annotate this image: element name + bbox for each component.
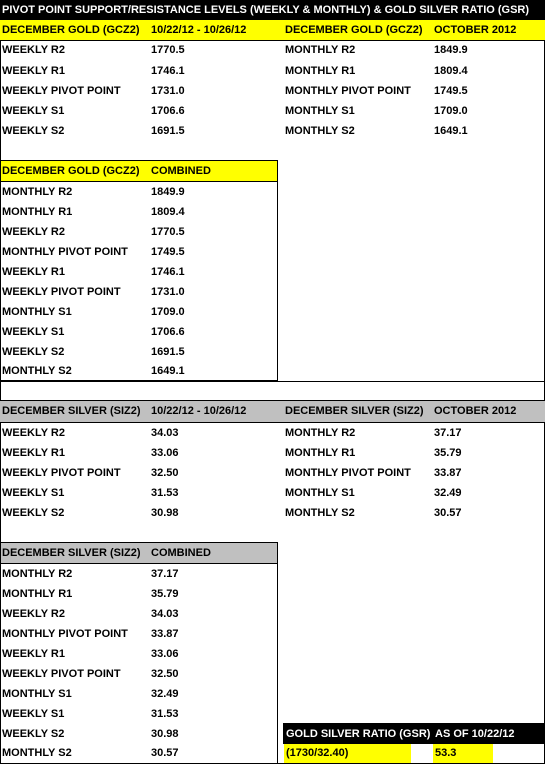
silver-monthly-header-name: DECEMBER SILVER (SIZ2) [285,405,424,417]
silver-monthly-value: 32.49 [434,487,462,499]
gold-combined-value: 1649.1 [151,365,185,377]
gold-monthly-value: 1749.5 [434,85,468,97]
silver-combined-value: 34.03 [151,608,179,620]
silver-combined-label: MONTHLY PIVOT POINT [2,628,128,640]
gold-combined-value: 1749.5 [151,246,185,258]
gold-weekly-label: WEEKLY R2 [2,44,65,56]
page-title: PIVOT POINT SUPPORT/RESISTANCE LEVELS (WEEKLY & MONTHLY) & GOLD SILVER RATIO (GSR) [0,0,545,20]
silver-combined-value: 37.17 [151,568,179,580]
gold-weekly-label: WEEKLY S1 [2,105,65,117]
silver-combined-value: 33.06 [151,648,179,660]
gold-weekly-label: WEEKLY R1 [2,65,65,77]
silver-combined-label: WEEKLY PIVOT POINT [2,668,121,680]
gold-monthly-label: MONTHLY R2 [285,44,356,56]
gold-combined-label: WEEKLY S1 [2,326,65,338]
silver-monthly-label: MONTHLY PIVOT POINT [285,467,411,479]
silver-combined-label: WEEKLY R1 [2,648,65,660]
gsr-value: 53.3 [435,747,457,759]
silver-monthly-label: MONTHLY R2 [285,427,356,439]
gold-combined-value: 1691.5 [151,346,185,358]
gsr-formula: (1730/32.40) [286,747,349,759]
gold-combined-header-period: COMBINED [151,165,211,177]
silver-combined-value: 30.98 [151,728,179,740]
silver-combined-label: WEEKLY S1 [2,708,65,720]
silver-weekly-label: WEEKLY PIVOT POINT [2,467,121,479]
gold-monthly-label: MONTHLY S1 [285,105,355,117]
gold-monthly-header-period: OCTOBER 2012 [434,24,517,36]
silver-monthly-header-period: OCTOBER 2012 [434,405,517,417]
gold-monthly-label: MONTHLY R1 [285,65,356,77]
gold-weekly-label: WEEKLY S2 [2,125,65,137]
silver-combined-header-period: COMBINED [151,547,211,559]
gold-monthly-label: MONTHLY S2 [285,125,355,137]
gold-monthly-label: MONTHLY PIVOT POINT [285,85,411,97]
gold-monthly-value: 1709.0 [434,105,468,117]
gold-combined-value: 1731.0 [151,286,185,298]
gold-combined-value: 1706.6 [151,326,185,338]
silver-monthly-value: 33.87 [434,467,462,479]
gold-combined-label: WEEKLY PIVOT POINT [2,286,121,298]
gold-combined-label: MONTHLY S2 [2,365,72,377]
silver-combined-value: 31.53 [151,708,179,720]
gsr-header-title: GOLD SILVER RATIO (GSR) [286,728,431,740]
gold-monthly-value: 1849.9 [434,44,468,56]
silver-monthly-label: MONTHLY R1 [285,447,356,459]
gold-combined-label: MONTHLY S1 [2,306,72,318]
gold-weekly-value: 1731.0 [151,85,185,97]
gold-combined-label: WEEKLY R2 [2,226,65,238]
silver-weekly-label: WEEKLY R1 [2,447,65,459]
silver-combined-value: 33.87 [151,628,179,640]
gold-monthly-header-name: DECEMBER GOLD (GCZ2) [285,24,423,36]
gold-monthly-value: 1809.4 [434,65,468,77]
gold-weekly-value: 1770.5 [151,44,185,56]
gold-weekly-label: WEEKLY PIVOT POINT [2,85,121,97]
silver-weekly-value: 30.98 [151,507,179,519]
gold-combined-value: 1746.1 [151,266,185,278]
gsr-header-date: AS OF 10/22/12 [435,728,515,740]
silver-combined-value: 30.57 [151,747,179,759]
silver-header-underline [0,422,545,423]
gold-weekly-value: 1746.1 [151,65,185,77]
silver-weekly-value: 32.50 [151,467,179,479]
gold-combined-label: WEEKLY S2 [2,346,65,358]
silver-combined-label: MONTHLY S2 [2,747,72,759]
silver-weekly-label: WEEKLY S1 [2,487,65,499]
silver-monthly-label: MONTHLY S1 [285,487,355,499]
silver-combined-value: 35.79 [151,588,179,600]
gold-monthly-value: 1649.1 [434,125,468,137]
gold-combined-label: WEEKLY R1 [2,266,65,278]
silver-weekly-value: 34.03 [151,427,179,439]
silver-weekly-value: 31.53 [151,487,179,499]
silver-weekly-label: WEEKLY R2 [2,427,65,439]
gold-combined-value: 1770.5 [151,226,185,238]
section-divider [0,381,545,382]
silver-weekly-header-name: DECEMBER SILVER (SIZ2) [2,405,141,417]
silver-combined-label: MONTHLY R1 [2,588,73,600]
silver-combined-label: MONTHLY S1 [2,688,72,700]
silver-weekly-label: WEEKLY S2 [2,507,65,519]
silver-combined-value: 32.50 [151,668,179,680]
gold-weekly-header-period: 10/22/12 - 10/26/12 [151,24,247,36]
gold-combined-label: MONTHLY PIVOT POINT [2,246,128,258]
silver-weekly-header-period: 10/22/12 - 10/26/12 [151,405,247,417]
gold-weekly-value: 1691.5 [151,125,185,137]
silver-monthly-value: 30.57 [434,507,462,519]
gold-combined-header-name: DECEMBER GOLD (GCZ2) [2,165,140,177]
gold-combined-value: 1709.0 [151,306,185,318]
silver-combined-value: 32.49 [151,688,179,700]
gold-weekly-header-name: DECEMBER GOLD (GCZ2) [2,24,140,36]
silver-weekly-value: 33.06 [151,447,179,459]
silver-monthly-label: MONTHLY S2 [285,507,355,519]
silver-combined-label: WEEKLY S2 [2,728,65,740]
gold-combined-value: 1849.9 [151,186,185,198]
silver-combined-label: WEEKLY R2 [2,608,65,620]
silver-combined-header-name: DECEMBER SILVER (SIZ2) [2,547,141,559]
silver-monthly-value: 37.17 [434,427,462,439]
silver-combined-label: MONTHLY R2 [2,568,73,580]
gold-combined-value: 1809.4 [151,206,185,218]
gold-combined-label: MONTHLY R1 [2,206,73,218]
gold-combined-label: MONTHLY R2 [2,186,73,198]
gold-weekly-value: 1706.6 [151,105,185,117]
silver-monthly-value: 35.79 [434,447,462,459]
